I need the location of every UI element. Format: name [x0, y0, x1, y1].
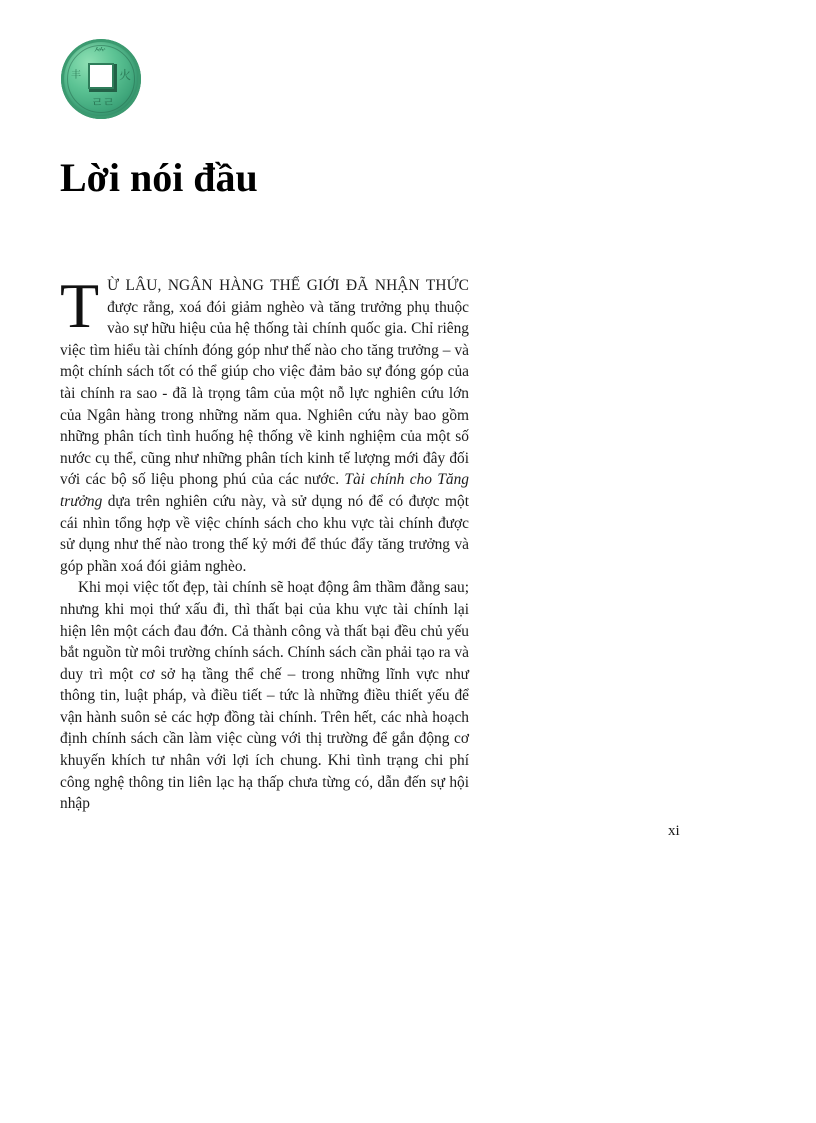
coin-glyph-left: 丰	[71, 70, 81, 81]
ancient-coin-icon	[61, 39, 141, 119]
page-title: Lời nói đầu	[60, 155, 258, 200]
paragraph-text-continued: dựa trên nghiên cứu này, và sử dụng nó để có được một cái nhìn tổng hợp về việc chính sách cho khu vực tài chính được sử dụng như thế nào trong thế kỷ mới để thúc đẩy tăng trưởng và góp phần xoá đói giảm nghèo.	[60, 492, 469, 575]
body-text	[60, 270, 469, 815]
coin-glyph-right: ⽕	[119, 68, 132, 82]
book-title-italic: Tài chính cho Tăng trưởng	[60, 471, 469, 510]
paragraph-1	[60, 270, 469, 577]
paragraph-text: được rằng, xoá đói giảm nghèo và tăng trưởng phụ thuộc vào sự hữu hiệu của hệ thống tài chính quốc gia. Chỉ riêng việc tìm hiểu tài chính đóng góp như thế nào cho tăng trưởng – và một chính sách tốt có thể giúp cho việc đảm bảo sự đóng góp của tài chính ra sao - đã là trọng tâm của một nỗ lực nghiên cứu lớn của Ngân hàng trong những năm qua. Nghiên cứu này bao gồm những phân tích tình huống hệ thống về kinh nghiệm của một số nước cụ thể, cũng như những phân tích kinh tế lượng mới đây đối với các bộ số liệu phong phú của các nước.	[60, 298, 469, 489]
paragraph-lead: Ừ LÂU, NGÂN HÀNG THẾ GIỚI ĐÃ NHẬN THỨC	[107, 277, 469, 294]
drop-cap: T	[60, 270, 100, 341]
coin-glyph-bottom: ㄹㄹ	[91, 96, 115, 111]
paragraph-2: Khi mọi việc tốt đẹp, tài chính sẽ hoạt động âm thầm đằng sau; nhưng khi mọi thứ xấu đi, thì thất bại của khu vực tài chính lại hiện lên một cách đau đớn. Cả thành công và thất bại đều chủ yếu bắt nguồn từ môi trường chính sách. Chính sách cần phải tạo ra và duy trì một cơ sở hạ tầng thể chế – trong những lĩnh vực như thông tin, luật pháp, và điều tiết – tức là những điều thiết yếu để vận hành suôn sẻ các hợp đồng tài chính. Trên hết, các nhà hoạch định chính sách cần làm việc cùng với thị trường để gắn động cơ khuyến khích tư nhân với lợi ích chung. Khi tình trạng chi phí công nghệ thông tin liên lạc hạ thấp chưa từng có, dẫn đến sự hội nhập	[60, 579, 469, 813]
coin-glyph-top: ⺮	[94, 46, 107, 60]
coin-square-hole	[90, 65, 112, 87]
page-number: xi	[668, 823, 680, 839]
